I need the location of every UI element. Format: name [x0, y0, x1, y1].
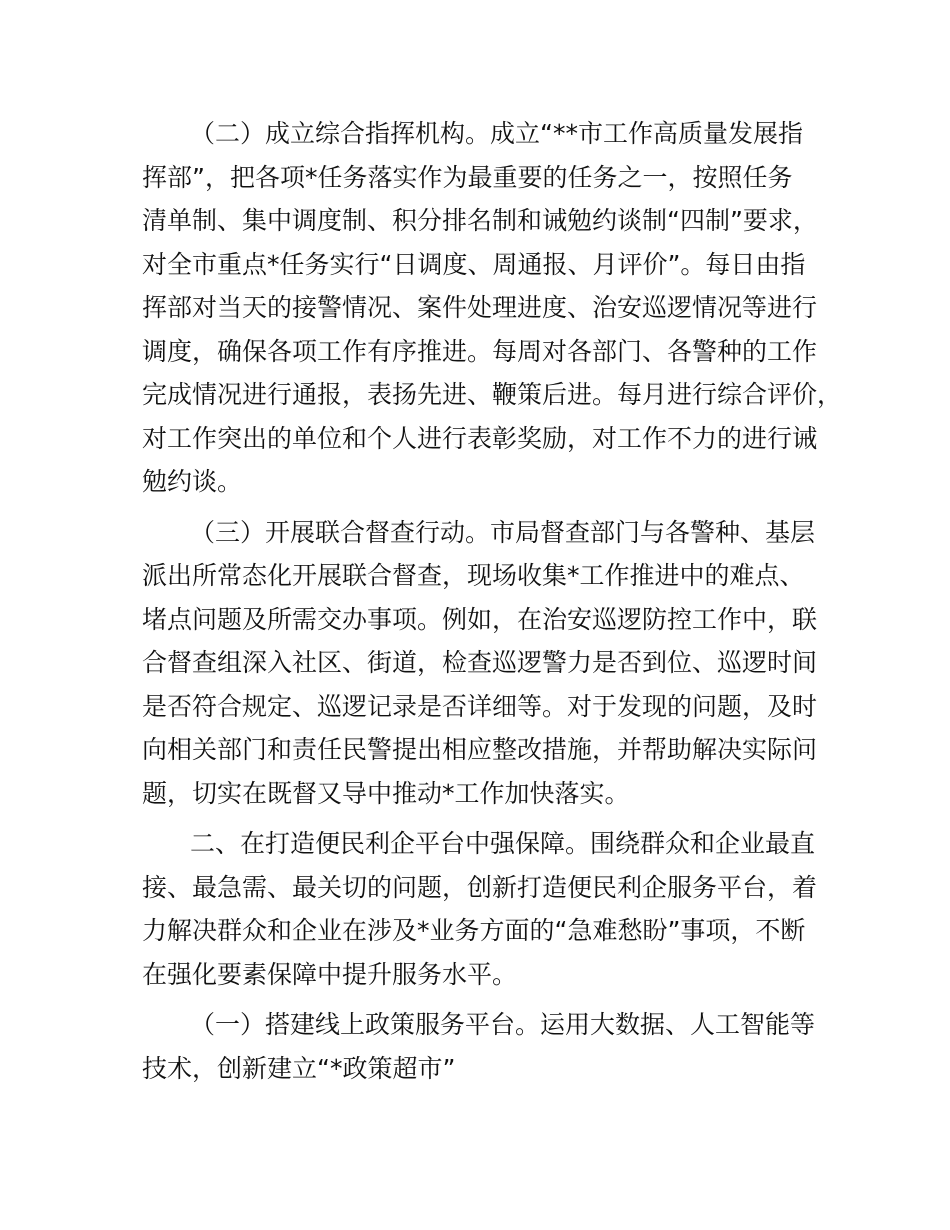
text-line: 接、最急需、最关切的问题，创新打造便民利企服务平台，着 — [142, 872, 818, 902]
text-line: 技术，创新建立“*政策超市” — [142, 1053, 456, 1083]
text-line: 挥部对当天的接警情况、案件处理进度、治安巡逻情况等进行 — [142, 293, 818, 322]
text-line: 题，切实在既督又导中推动*工作加快落实。 — [142, 778, 630, 808]
text-line: 堵点问题及所需交办事项。例如，在治安巡逻防控工作中，联 — [142, 604, 818, 634]
text-line: （二）成立综合指挥机构。成立“**市工作高质量发展指 — [190, 119, 803, 148]
text-line: （三）开展联合督查行动。市局督查部门与各警种、基层 — [190, 517, 816, 547]
document-body — [142, 112, 842, 1097]
text-line: 是否符合规定、巡逻记录是否详细等。对于发现的问题，及时 — [142, 691, 818, 721]
text-line: 挥部”，把各项*任务落实作为最重要的任务之一，按照任务 — [142, 162, 793, 192]
text-line: 勉约谈。 — [142, 467, 243, 496]
text-line: 对工作突出的单位和个人进行表彰奖励，对工作不力的进行诫 — [142, 423, 818, 453]
paragraph-comprehensive-command — [142, 112, 842, 504]
text-line: 合督查组深入社区、街道，检查巡逻警力是否到位、巡逻时间 — [142, 648, 818, 677]
text-line: 清单制、集中调度制、积分排名制和诫勉约谈制“四制”要求， — [142, 206, 818, 235]
text-line: 完成情况进行通报，表扬先进、鞭策后进。每月进行综合评价， — [142, 380, 843, 409]
text-line: 向相关部门和责任民警提出相应整改措施，并帮助解决实际问 — [142, 735, 818, 764]
paragraph-service-platform — [142, 822, 842, 996]
text-line: 力解决群众和企业在涉及*业务方面的“急难愁盼”事项，不断 — [142, 916, 806, 945]
text-line: 对全市重点*任务实行“日调度、周通报、月评价”。每日由指 — [142, 249, 806, 279]
text-line: （一）搭建线上政策服务平台。运用大数据、人工智能等 — [190, 1010, 816, 1039]
text-line: 调度，确保各项工作有序推进。每周对各部门、各警种的工作 — [142, 336, 818, 366]
paragraph-online-policy-platform — [142, 1003, 842, 1090]
text-line: 二、在打造便民利企平台中强保障。围绕群众和企业最直 — [190, 829, 816, 858]
text-line: 在强化要素保障中提升服务水平。 — [142, 959, 518, 989]
text-line: 派出所常态化开展联合督查，现场收集*工作推进中的难点、 — [142, 561, 805, 590]
paragraph-joint-inspection — [142, 511, 842, 816]
